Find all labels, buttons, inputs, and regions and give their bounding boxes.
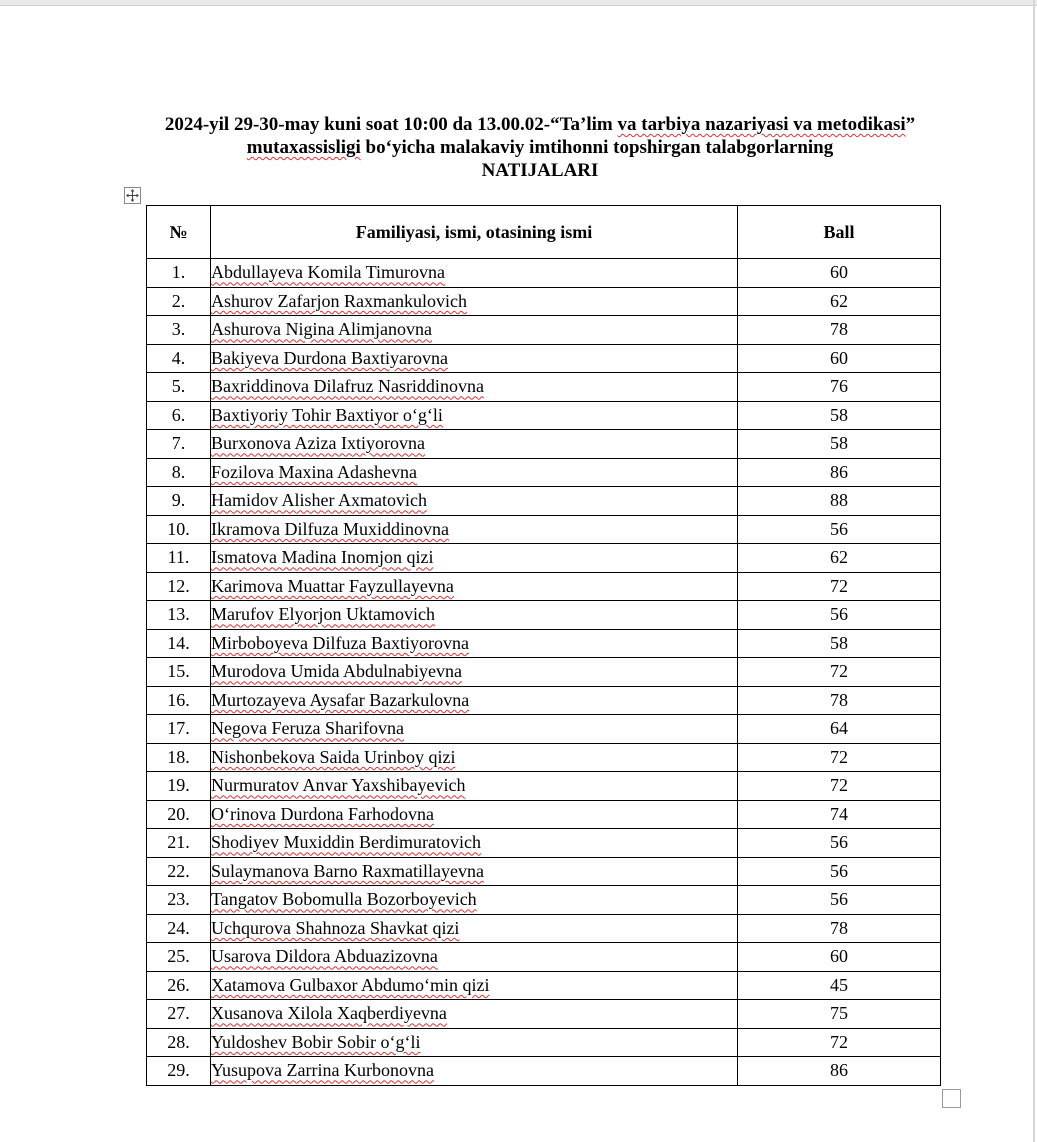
row-name: Baxriddinova Dilafruz Nasriddinovna — [211, 373, 738, 402]
table-row — [147, 373, 941, 402]
row-name: Fozilova Maxina Adashevna — [211, 458, 738, 487]
row-number: 15. — [147, 658, 211, 687]
row-number: 2. — [147, 287, 211, 316]
row-name: Marufov Elyorjon Uktamovich — [211, 601, 738, 630]
table-row — [147, 287, 941, 316]
table-row — [147, 1000, 941, 1029]
row-name: Xatamova Gulbaxor Abdumo‘min qizi — [211, 971, 738, 1000]
row-number: 5. — [147, 373, 211, 402]
row-name: Bakiyeva Durdona Baxtiyarovna — [211, 344, 738, 373]
table-row — [147, 914, 941, 943]
table-row — [147, 544, 941, 573]
row-number: 8. — [147, 458, 211, 487]
table-row — [147, 430, 941, 459]
table-row — [147, 259, 941, 288]
row-number: 22. — [147, 857, 211, 886]
title-line-2-text: bo‘yicha malakaviy imtihonni topshirgan talabgorlarning — [360, 137, 834, 158]
row-number: 9. — [147, 487, 211, 516]
row-name: O‘rinova Durdona Farhodovna — [211, 800, 738, 829]
row-name: Negova Feruza Sharifovna — [211, 715, 738, 744]
row-name: Baxtiyoriy Tohir Baxtiyor o‘g‘li — [211, 401, 738, 430]
row-name: Murodova Umida Abdulnabiyevna — [211, 658, 738, 687]
table-row — [147, 943, 941, 972]
row-name: Karimova Muattar Fayzullayevna — [211, 572, 738, 601]
table-row — [147, 515, 941, 544]
table-row — [147, 886, 941, 915]
table-row — [147, 800, 941, 829]
row-number: 26. — [147, 971, 211, 1000]
row-name: Ashurova Nigina Alimjanovna — [211, 316, 738, 345]
row-name: Tangatov Bobomulla Bozorboyevich — [211, 886, 738, 915]
row-name: Uchqurova Shahnoza Shavkat qizi — [211, 914, 738, 943]
row-number: 6. — [147, 401, 211, 430]
row-name: Usarova Dildora Abduazizovna — [211, 943, 738, 972]
table-row — [147, 316, 941, 345]
row-number: 1. — [147, 259, 211, 288]
row-ball: 45 — [738, 971, 941, 1000]
row-ball: 60 — [738, 943, 941, 972]
row-number: 23. — [147, 886, 211, 915]
row-ball: 60 — [738, 344, 941, 373]
row-number: 19. — [147, 772, 211, 801]
row-name: Burxonova Aziza Ixtiyorovna — [211, 430, 738, 459]
row-number: 13. — [147, 601, 211, 630]
row-number: 25. — [147, 943, 211, 972]
row-ball: 78 — [738, 914, 941, 943]
row-number: 10. — [147, 515, 211, 544]
row-ball: 78 — [738, 686, 941, 715]
row-number: 28. — [147, 1028, 211, 1057]
row-ball: 75 — [738, 1000, 941, 1029]
row-ball: 72 — [738, 1028, 941, 1057]
row-ball: 56 — [738, 886, 941, 915]
header-number: № — [147, 206, 211, 259]
row-number: 18. — [147, 743, 211, 772]
row-name: Hamidov Alisher Axmatovich — [211, 487, 738, 516]
table-row — [147, 629, 941, 658]
table-row — [147, 772, 941, 801]
row-name: Xusanova Xilola Xaqberdiyevna — [211, 1000, 738, 1029]
row-name: Ashurov Zafarjon Raxmankulovich — [211, 287, 738, 316]
row-ball: 78 — [738, 316, 941, 345]
row-number: 11. — [147, 544, 211, 573]
title-line-1-misspelled: va tarbiya nazariyasi va metodikasi — [617, 114, 906, 135]
row-ball: 72 — [738, 743, 941, 772]
row-number: 4. — [147, 344, 211, 373]
move-arrows-icon[interactable] — [124, 187, 141, 204]
row-ball: 56 — [738, 829, 941, 858]
row-ball: 58 — [738, 629, 941, 658]
row-name: Ismatova Madina Inomjon qizi — [211, 544, 738, 573]
table-row — [147, 458, 941, 487]
results-table — [146, 205, 941, 1086]
row-ball: 76 — [738, 373, 941, 402]
table-row — [147, 1028, 941, 1057]
row-number: 14. — [147, 629, 211, 658]
row-name: Shodiyev Muxiddin Berdimuratovich — [211, 829, 738, 858]
title-line-2-misspelled: mutaxassisligi — [246, 137, 361, 158]
row-number: 12. — [147, 572, 211, 601]
row-ball: 74 — [738, 800, 941, 829]
row-ball: 56 — [738, 515, 941, 544]
table-row — [147, 971, 941, 1000]
table-body — [147, 259, 941, 1086]
table-row — [147, 401, 941, 430]
row-name: Abdullayeva Komila Timurovna — [211, 259, 738, 288]
title-line-1-text: 2024-yil 29-30-may kuni soat 10:00 da 13.00.02-“Ta’lim — [164, 114, 618, 135]
row-ball: 72 — [738, 658, 941, 687]
row-number: 21. — [147, 829, 211, 858]
row-name: Nishonbekova Saida Urinboy qizi — [211, 743, 738, 772]
row-number: 3. — [147, 316, 211, 345]
table-row — [147, 658, 941, 687]
row-number: 7. — [147, 430, 211, 459]
table-row — [147, 829, 941, 858]
table-row — [147, 857, 941, 886]
row-ball: 86 — [738, 458, 941, 487]
header-full-name: Familiyasi, ismi, otasining ismi — [211, 206, 738, 259]
title-line-2 — [0, 136, 1037, 159]
table-header-row — [147, 206, 941, 259]
row-ball: 58 — [738, 430, 941, 459]
row-ball: 56 — [738, 857, 941, 886]
row-name: Ikramova Dilfuza Muxiddinovna — [211, 515, 738, 544]
window-top-edge — [0, 0, 1037, 6]
title-line-3: NATIJALARI — [481, 160, 599, 181]
table-row — [147, 1057, 941, 1086]
table-row — [147, 686, 941, 715]
title-line-1-close-quote: ” — [905, 114, 916, 135]
row-ball: 72 — [738, 572, 941, 601]
title-line-1 — [0, 113, 1037, 136]
row-name: Yuldoshev Bobir Sobir o‘g‘li — [211, 1028, 738, 1057]
row-number: 16. — [147, 686, 211, 715]
row-name: Nurmuratov Anvar Yaxshibayevich — [211, 772, 738, 801]
table-row — [147, 487, 941, 516]
row-number: 29. — [147, 1057, 211, 1086]
row-name: Mirboboyeva Dilfuza Baxtiyorovna — [211, 629, 738, 658]
row-number: 20. — [147, 800, 211, 829]
table-row — [147, 715, 941, 744]
table-row — [147, 572, 941, 601]
row-number: 24. — [147, 914, 211, 943]
row-ball: 64 — [738, 715, 941, 744]
row-ball: 56 — [738, 601, 941, 630]
end-mark-icon — [942, 1089, 961, 1108]
row-ball: 88 — [738, 487, 941, 516]
row-name: Murtozayeva Aysafar Bazarkulovna — [211, 686, 738, 715]
row-ball: 72 — [738, 772, 941, 801]
header-ball: Ball — [738, 206, 941, 259]
move-arrows-glyph — [125, 188, 140, 203]
table-row — [147, 601, 941, 630]
row-ball: 60 — [738, 259, 941, 288]
row-ball: 58 — [738, 401, 941, 430]
row-ball: 62 — [738, 544, 941, 573]
document-title — [0, 113, 1037, 182]
row-number: 17. — [147, 715, 211, 744]
table-row — [147, 743, 941, 772]
row-name: Yusupova Zarrina Kurbonovna — [211, 1057, 738, 1086]
row-name: Sulaymanova Barno Raxmatillayevna — [211, 857, 738, 886]
table-row — [147, 344, 941, 373]
row-ball: 86 — [738, 1057, 941, 1086]
row-number: 27. — [147, 1000, 211, 1029]
row-ball: 62 — [738, 287, 941, 316]
